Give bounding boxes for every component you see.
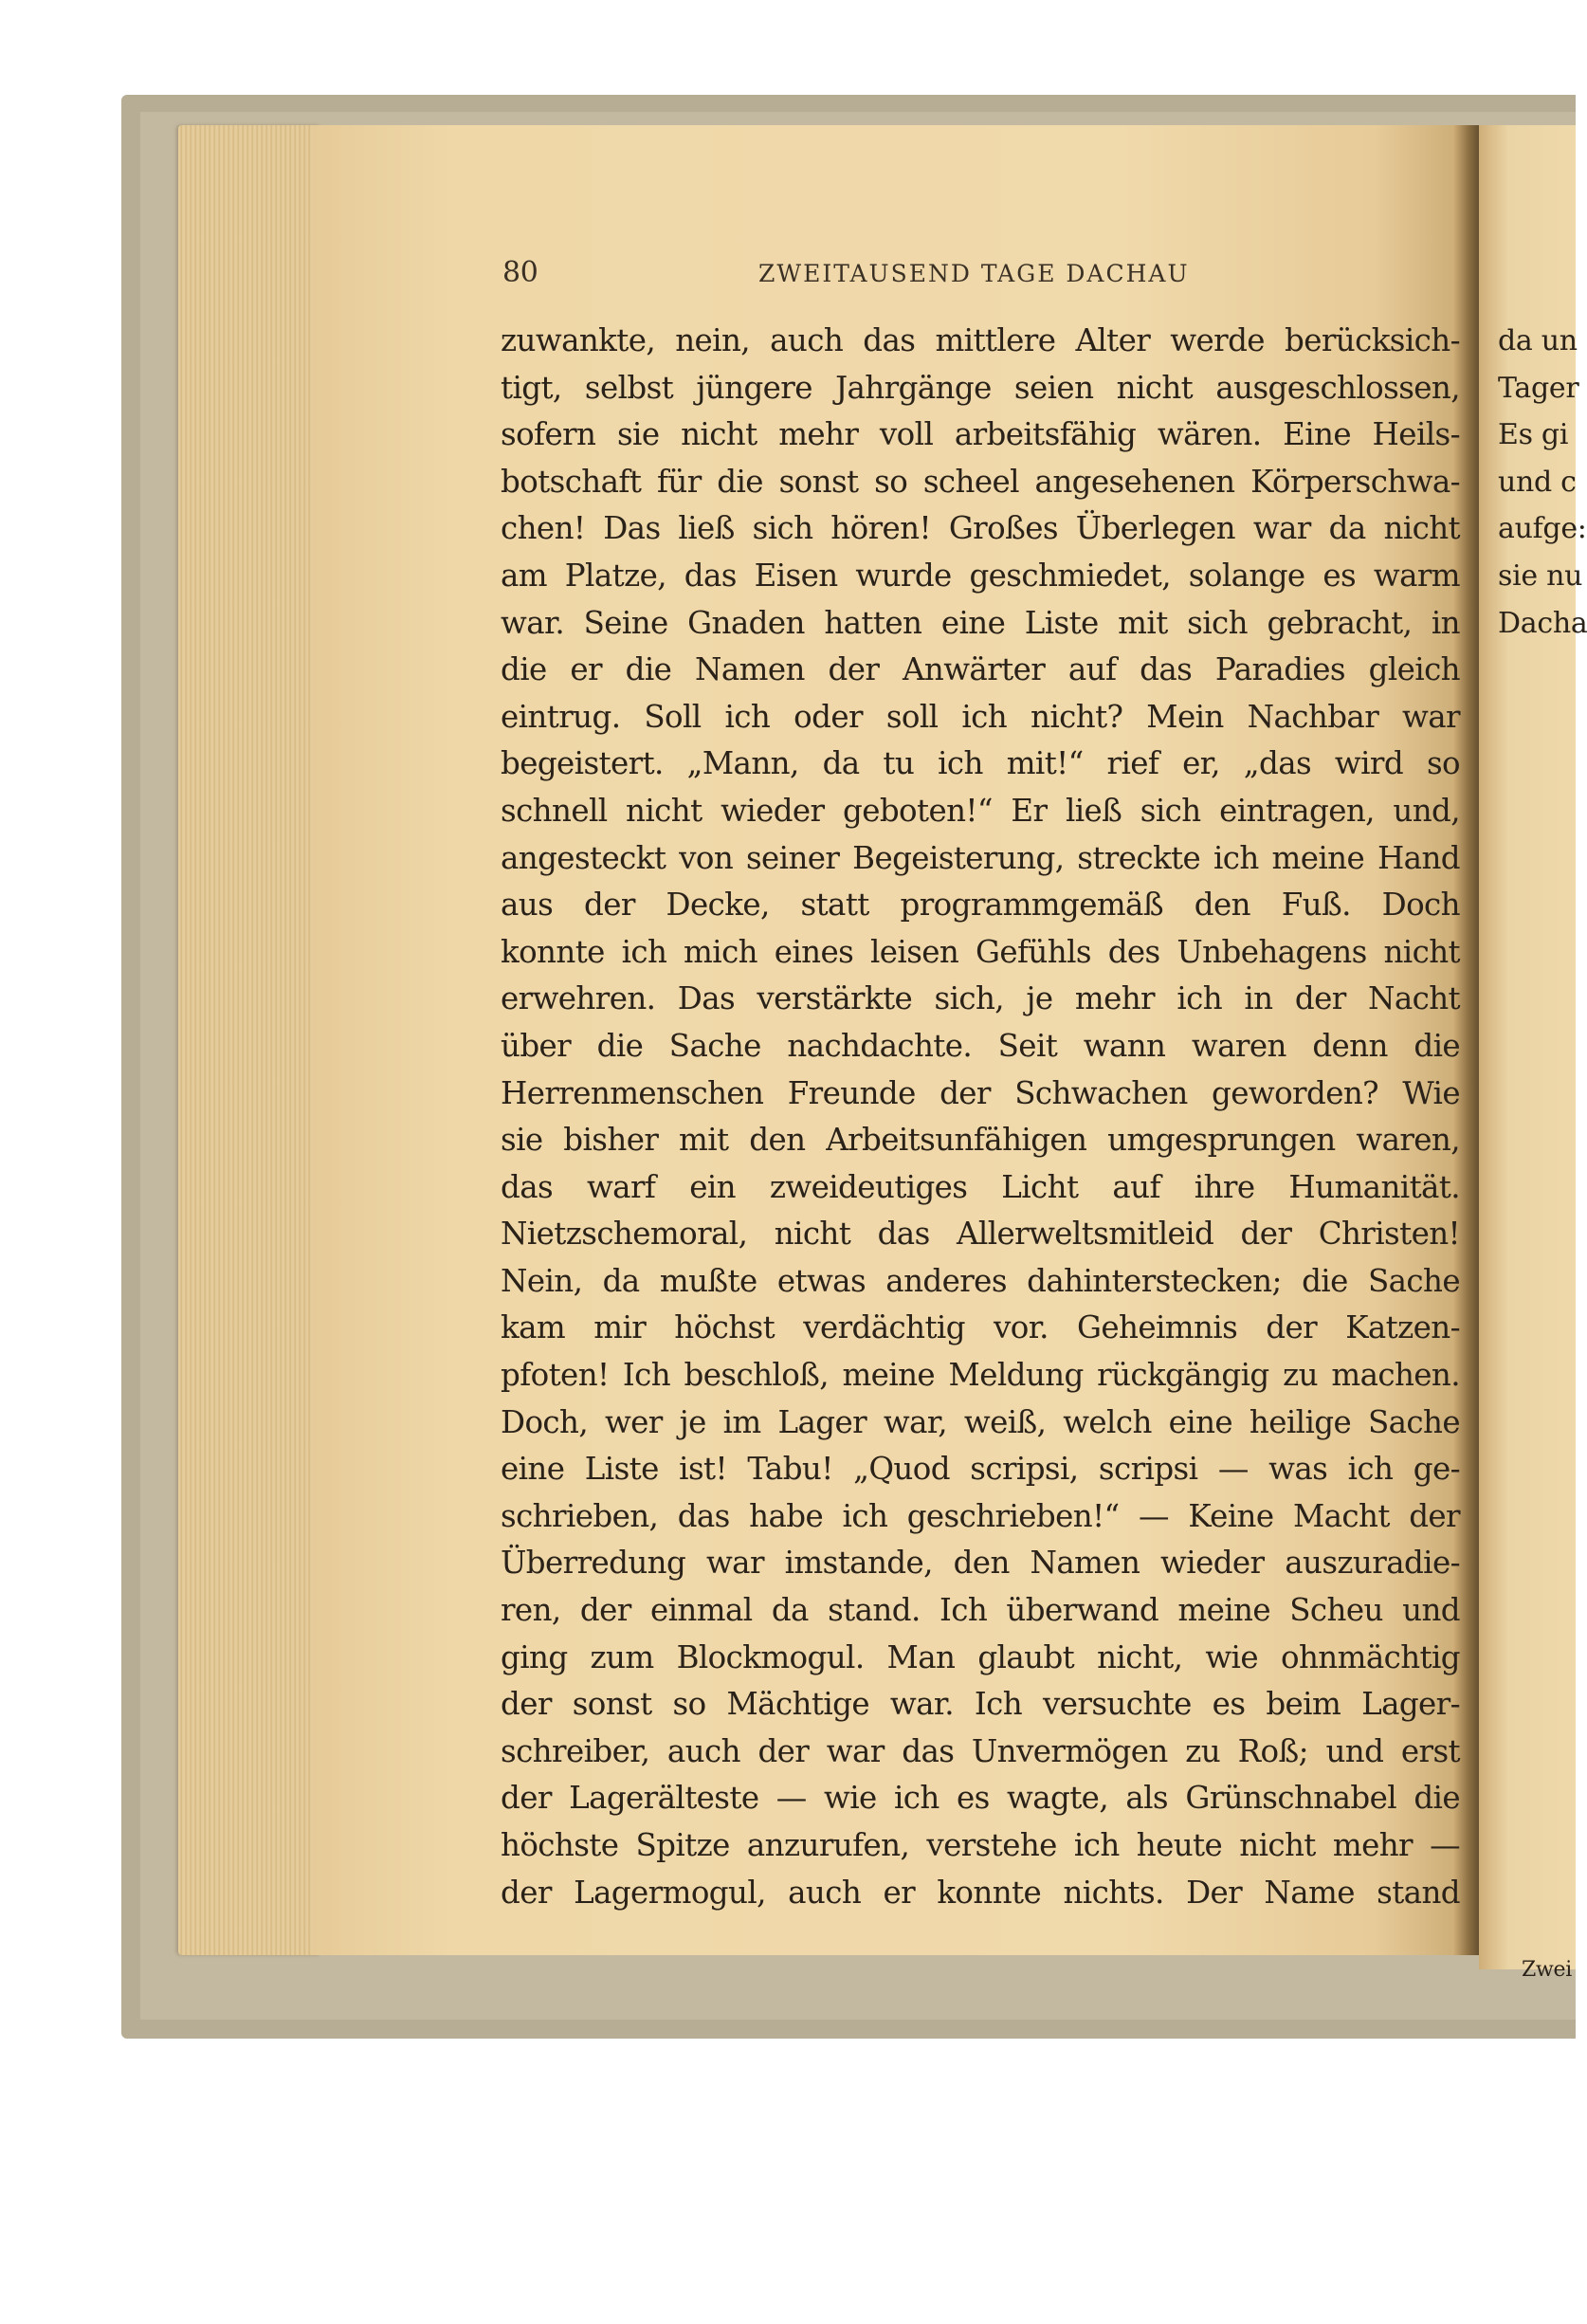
text-line: angesteckt von seiner Begeisterung, streckte ich meine Hand: [501, 839, 1460, 876]
text-line: eintrug. Soll ich oder soll ich nicht? Mein Nachbar war: [501, 698, 1460, 735]
right-text-line: aufge:: [1498, 512, 1587, 546]
page-edges: [178, 125, 320, 1955]
text-line: kam mir höchst verdächtig vor. Geheimnis der Katzen-: [501, 1309, 1460, 1346]
right-text-line: da un: [1498, 324, 1578, 357]
text-line: ren, der einmal da stand. Ich überwand meine Scheu und: [501, 1592, 1460, 1629]
right-text-line: Dacha: [1498, 606, 1587, 640]
text-line: ging zum Blockmogul. Man glaubt nicht, wie ohnmächtig: [501, 1638, 1460, 1675]
text-line: die er die Namen der Anwärter auf das Paradies gleich: [501, 651, 1460, 688]
text-line: sie bisher mit den Arbeitsunfähigen umgesprungen waren,: [501, 1122, 1460, 1159]
text-line: konnte ich mich eines leisen Gefühls des Unbehagens nicht: [501, 933, 1460, 970]
text-line: begeistert. „Mann, da tu ich mit!“ rief er, „das wird so: [501, 745, 1460, 782]
right-text-line: Es gi: [1498, 418, 1569, 452]
right-text-line: Tager: [1498, 371, 1579, 405]
text-line: Nietzschemoral, nicht das Allerweltsmitleid der Christen!: [501, 1216, 1460, 1253]
text-line: sofern sie nicht mehr voll arbeitsfähig wären. Eine Heils-: [501, 416, 1460, 453]
text-line: Herrenmenschen Freunde der Schwachen geworden? Wie: [501, 1074, 1460, 1111]
right-page-text: [1498, 318, 1587, 647]
text-line: zuwankte, nein, auch das mittlere Alter werde berücksich-: [501, 322, 1460, 358]
text-line: chen! Das ließ sich hören! Großes Überlegen war da nicht: [501, 510, 1460, 547]
text-line: höchste Spitze anzurufen, verstehe ich heute nicht mehr —: [501, 1827, 1460, 1863]
text-line: der sonst so Mächtige war. Ich versuchte es beim Lager-: [501, 1686, 1460, 1723]
text-line: botschaft für die sonst so scheel angesehenen Körperschwa-: [501, 463, 1460, 500]
text-line: der Lagerälteste — wie ich es wagte, als Grünschnabel die: [501, 1780, 1460, 1817]
text-line: Doch, wer je im Lager war, weiß, welch eine heilige Sache: [501, 1403, 1460, 1440]
body-text: [501, 318, 1460, 1916]
text-line: der Lagermogul, auch er konnte nichts. Der Name stand: [501, 1874, 1460, 1911]
text-line: schnell nicht wieder geboten!“ Er ließ sich eintragen, und,: [501, 792, 1460, 829]
right-text-line: sie nu: [1498, 558, 1583, 593]
text-line: war. Seine Gnaden hatten eine Liste mit sich gebracht, in: [501, 604, 1460, 641]
text-line: schreiber, auch der war das Unvermögen zu Roß; und erst: [501, 1732, 1460, 1769]
text-line: aus der Decke, statt programmgemäß den Fuß. Doch: [501, 887, 1460, 924]
text-line: Nein, da mußte etwas anderes dahinterstecken; die Sache: [501, 1262, 1460, 1299]
text-line: schrieben, das habe ich geschrieben!“ — Keine Macht der: [501, 1497, 1460, 1534]
page-number: 80: [502, 256, 538, 289]
text-line: erwehren. Das verstärkte sich, je mehr ich in der Nacht: [501, 980, 1460, 1017]
text-line: über die Sache nachdachte. Seit wann waren denn die: [501, 1027, 1460, 1064]
text-line: Überredung war imstande, den Namen wieder auszuradie-: [501, 1545, 1460, 1582]
right-text-line: und c: [1498, 465, 1577, 499]
right-page-footer: Zwei: [1522, 1958, 1572, 1982]
text-line: am Platze, das Eisen wurde geschmiedet, solange es warm: [501, 557, 1460, 594]
text-line: das warf ein zweideutiges Licht auf ihre Humanität.: [501, 1168, 1460, 1205]
text-line: tigt, selbst jüngere Jahrgänge seien nicht ausgeschlossen,: [501, 369, 1460, 406]
running-head: ZWEITAUSEND TAGE DACHAU: [758, 260, 1190, 287]
text-line: eine Liste ist! Tabu! „Quod scripsi, scripsi — was ich ge-: [501, 1451, 1460, 1488]
text-line: pfoten! Ich beschloß, meine Meldung rückgängig zu machen.: [501, 1357, 1460, 1394]
